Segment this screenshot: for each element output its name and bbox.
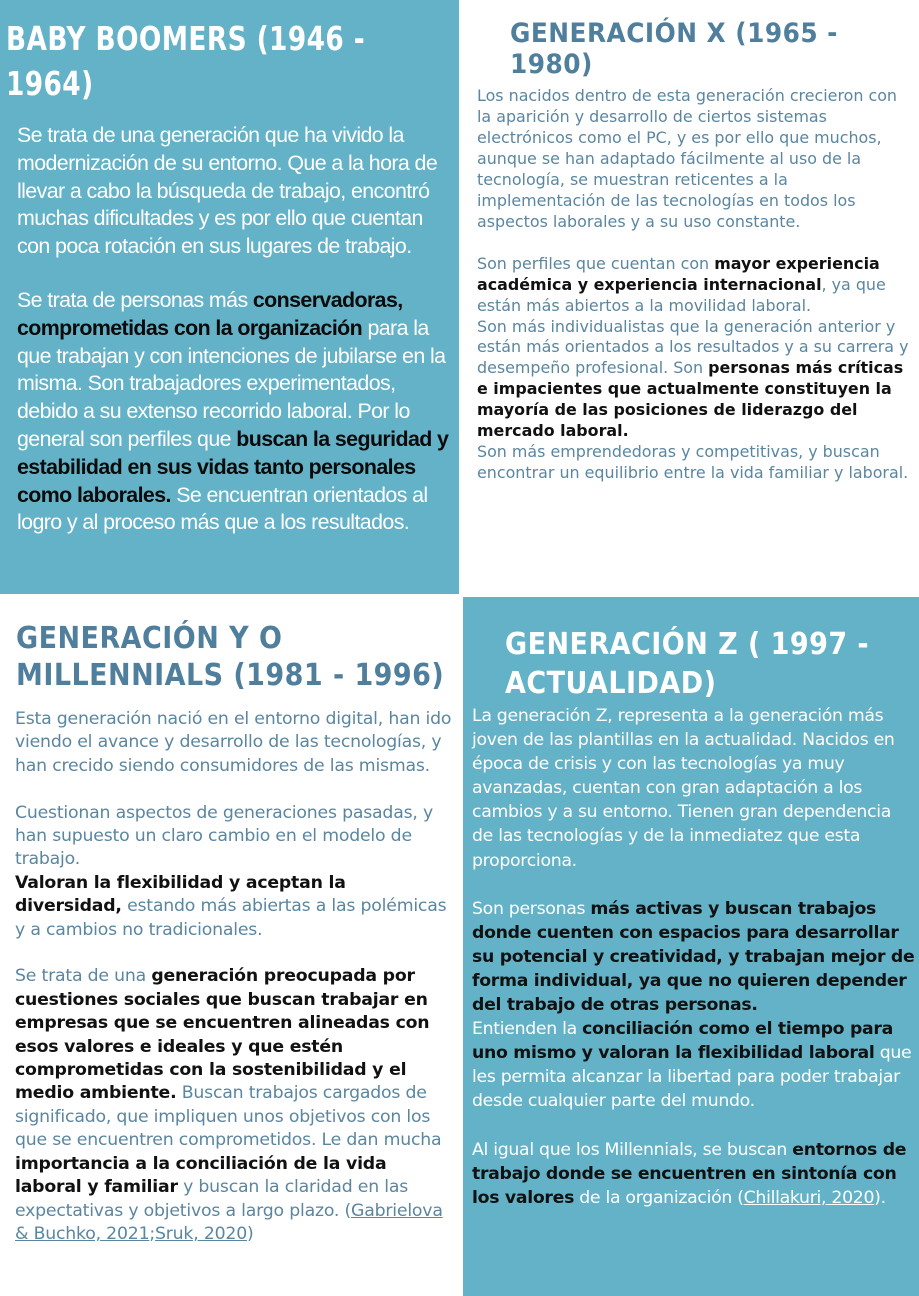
genx-paragraph-2: Son perfiles que cuentan con mayor experiencia académica y experiencia internacional, ya que están más abiertos a la movilidad laboral. (477, 253, 886, 315)
genz-paragraph-4: Al igual que los Millennials, se buscan entornos de trabajo donde se encuentren en sintonía con los valores de la organización (Chillakuri, 2020). (472, 1139, 907, 1208)
genz-paragraph-3: Entienden la conciliación como el tiempo para uno mismo y valoran la flexibilidad laboral que les permita alcanzar la libertad para poder trabajar desde cualquier parte del mundo. (472, 1019, 912, 1112)
genz-paragraph-1: La generación Z, representa a la generación más joven de las plantillas en la actualidad. Nacidos en época de crisis y con las tecnologías ya muy avanzadas, cuentan con gran adaptación a los cambios y a su entorno. Tienen gran dependencia de las tecnologías y de la inmediatez que esta proporciona. (472, 706, 895, 871)
genz-panel (463, 597, 919, 1296)
boomers-title: BABY BOOMERS (1946 - 1964) (6, 19, 366, 103)
genx-body (477, 86, 913, 484)
millennials-title: GENERACIÓN Y O MILLENNIALS (1981 - 1996) (16, 621, 445, 693)
genx-title: GENERACIÓN X (1965 - 1980) (510, 18, 838, 80)
genx-panel (459, 0, 919, 594)
boomers-highlight-2: buscan la seguridad y estabilidad en sus vidas tanto personales como laborales. (17, 426, 449, 507)
millennials-highlight-2: generación preocupada por cuestiones sociales que buscan trabajar en empresas que se encuentren alineadas con esos valores e ideales y que estén comprometidas con la sostenibilidad y el medio ambiente. (15, 966, 430, 1104)
boomers-body (17, 122, 455, 537)
millennials-paragraph-3: Valoran la flexibilidad y aceptan la diversidad, estando más abiertas a las polémicas y a cambios no tradicionales. (15, 872, 447, 940)
genz-highlight-1: más activas y buscan trabajos donde cuenten con espacios para desarrollar su potencial y creatividad, y trabajan mejor de forma individual, ya que no quieren depender del trabajo de otras personas. (472, 898, 915, 1016)
millennials-paragraph-2: Cuestionan aspectos de generaciones pasadas, y han supuesto un claro cambio en el modelo de trabajo. (15, 802, 433, 870)
millennials-paragraph-1: Esta generación nació en el entorno digital, han ido viendo el avance y desarrollo de las tecnologías, y han crecido siendo consumidores de las mismas. (15, 709, 452, 776)
citation-link-chillakuri[interactable]: Chillakuri, 2020 (743, 1187, 875, 1208)
genx-paragraph-3: Son más individualistas que la generación anterior y están más orientados a los resultados y a su carrera y desempeño profesional. Son personas más críticas e impacientes que actualmente constituyen la mayoría de las posiciones de liderazgo del mercado laboral. (477, 316, 909, 441)
genx-paragraph-1: Los nacidos dentro de esta generación crecieron con la aparición y desarrollo de ciertos sistemas electrónicos como el PC, y es por ello que muchos, aunque se han adaptado fácilmente al uso de la tecnología, se muestran reticentes a la implementación de las tecnologías en todos los aspectos laborales y a su uso constante. (477, 86, 897, 231)
genz-highlight-3: entornos de trabajo donde se encuentren en sintonía con los valores (472, 1139, 907, 1208)
genz-highlight-2: conciliación como el tiempo para uno mismo y valoran la flexibilidad laboral (472, 1019, 893, 1064)
millennials-paragraph-4: Se trata de una generación preocupada por cuestiones sociales que buscan trabajar en empresas que se encuentren alineadas con esos valores e ideales y que estén comprometidas con la sostenibilidad y el medio ambiente. Buscan trabajos cargados de significado, que impliquen unos objetivos con los que se encuentren comprometidos. Le dan mucha importancia a la conciliación de la vida laboral y familiar y buscan la claridad en las expectativas y objetivos a largo plazo. (Gabrielova & Buchko, 2021;Sruk, 2020) (15, 966, 443, 1244)
citation-link-sruk[interactable]: Sruk, 2020 (155, 1223, 248, 1244)
genz-paragraph-2: Son personas más activas y buscan trabajos donde cuenten con espacios para desarrollar su potencial y creatividad, y trabajan mejor de forma individual, ya que no quieren depender del trabajo de otras personas. (472, 898, 915, 1016)
genx-highlight-1: mayor experiencia académica y experiencia internacional (477, 253, 880, 294)
millennials-highlight-3: importancia a la conciliación de la vida laboral y familiar (15, 1153, 387, 1198)
citation-link-gabrielova[interactable]: Gabrielova & Buchko, 2021 (15, 1200, 443, 1244)
boomers-panel (0, 0, 459, 594)
boomers-highlight-1: conservadoras, comprometidas con la organización (17, 287, 403, 340)
genx-highlight-2: personas más críticas e impacientes que actualmente constituyen la mayoría de las posiciones de liderazgo del mercado laboral. (477, 358, 904, 441)
boomers-paragraph-1: Se trata de una generación que ha vivido la modernización de su entorno. Que a la hora de llevar a cabo la búsqueda de trabajo, encontró muchas dificultades y es por ello que cuentan con poca rotación en sus lugares de trabajo. (17, 123, 438, 259)
boomers-paragraph-2: Se trata de personas más conservadoras, comprometidas con la organización para la que trabajan y con intenciones de jubilarse en la misma. Son trabajadores experimentados, debido a su extenso recorrido laboral. Por lo general son perfiles que buscan la seguridad y estabilidad en sus vidas tanto personales como laborales. Se encuentran orientados al logro y al proceso más que a los resultados. (17, 287, 449, 535)
genz-body (472, 704, 916, 1210)
genz-title: GENERACIÓN Z ( 1997 - ACTUALIDAD) (505, 627, 870, 701)
genx-paragraph-4: Son más emprendedoras y competitivas, y buscan encontrar un equilibrio entre la vida familiar y laboral. (477, 442, 909, 483)
millennials-highlight-1: Valoran la flexibilidad y aceptan la diversidad, (15, 872, 346, 917)
millennials-panel (0, 594, 463, 1296)
millennials-body (15, 708, 455, 1246)
